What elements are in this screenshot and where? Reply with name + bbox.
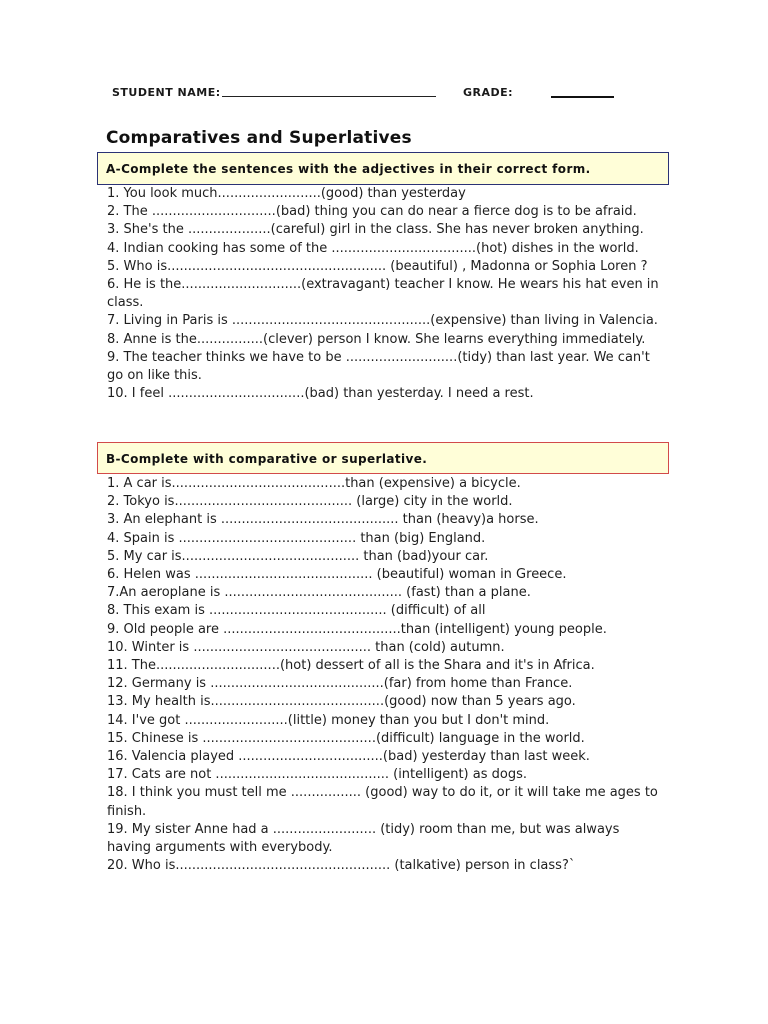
section-b-item: 5. My car is........................................... than (bad)your car. (107, 548, 489, 564)
grade-line (551, 96, 614, 98)
section-b-item: 12. Germany is ..........................................(far) from home than France. (107, 676, 573, 692)
section-a-item: 7. Living in Paris is ................................................(expensive) than living in Valencia. (107, 313, 658, 329)
section-a-item: 6. He is the.............................(extravagant) teacher I know. He wears his hat even in class. (107, 277, 659, 311)
section-b-item: 16. Valencia played ...................................(bad) yesterday than last week. (107, 749, 590, 765)
section-b-instruction: B-Complete with comparative or superlative. (97, 442, 669, 474)
section-b-item: 4. Spain is ........................................... than (big) England. (107, 530, 486, 546)
section-a-instruction: A-Complete the sentences with the adjectives in their correct form. (97, 152, 669, 185)
section-b-item: 15. Chinese is ..........................................(difficult) language in the world. (107, 730, 585, 746)
section-b-item: 9. Old people are ...........................................than (intelligent) young people. (107, 621, 607, 637)
section-b-item: 6. Helen was ........................................... (beautiful) woman in Greece. (107, 567, 567, 583)
section-a-item: 1. You look much.........................(good) than yesterday (107, 186, 466, 201)
section-b-item: 17. Cats are not .......................................... (intelligent) as dogs. (107, 767, 527, 783)
section-b-item: 14. I've got .........................(little) money than you but I don't mind. (107, 712, 550, 728)
section-b-item: 11. The..............................(hot) dessert of all is the Shara and it's in Africa. (107, 658, 595, 674)
section-a-item: 3. She's the ....................(careful) girl in the class. She has never broken anything. (107, 222, 644, 238)
section-b-item: 1. A car is..........................................than (expensive) a bicycle. (107, 476, 521, 491)
section-b-item: 13. My health is..........................................(good) now than 5 years ago. (107, 694, 576, 710)
section-a-item: 4. Indian cooking has some of the ...................................(hot) dishes in the world. (107, 240, 639, 256)
page-title: Comparatives and Superlatives (106, 128, 412, 148)
section-b-item: 20. Who is.................................................... (talkative) person in class?` (107, 858, 576, 874)
section-b-list (107, 475, 667, 875)
section-a-item: 5. Who is..................................................... (beautiful) , Madonna or Sophia Loren ? (107, 258, 648, 274)
section-b-item: 2. Tokyo is........................................... (large) city in the world. (107, 494, 513, 510)
section-a-list (107, 185, 667, 403)
section-b-item: 3. An elephant is ........................................... than (heavy)a horse. (107, 512, 539, 528)
section-a-item: 10. I feel .................................(bad) than yesterday. I need a rest. (107, 386, 534, 402)
section-a-item: 8. Anne is the................(clever) person I know. She learns everything immediately. (107, 331, 646, 347)
student-name-label: STUDENT NAME: (112, 86, 221, 99)
section-a-item: 2. The ..............................(bad) thing you can do near a fierce dog is to be afraid. (107, 204, 637, 220)
student-name-line (222, 96, 436, 97)
section-a-item: 9. The teacher thinks we have to be ...........................(tidy) than last year. We can't go on like this. (107, 349, 650, 384)
section-b-item: 10. Winter is ........................................... than (cold) autumn. (107, 639, 505, 655)
section-b-item: 7.An aeroplane is ........................................... (fast) than a plane. (107, 585, 531, 601)
section-b-item: 18. I think you must tell me ................. (good) way to do it, or it will take me ages to finish. (107, 785, 658, 819)
grade-label: GRADE: (463, 86, 514, 99)
section-b-item: 19. My sister Anne had a ......................... (tidy) room than me, but was always having arguments with everybody. (107, 821, 620, 856)
section-b-item: 8. This exam is ........................................... (difficult) of all (107, 603, 486, 619)
